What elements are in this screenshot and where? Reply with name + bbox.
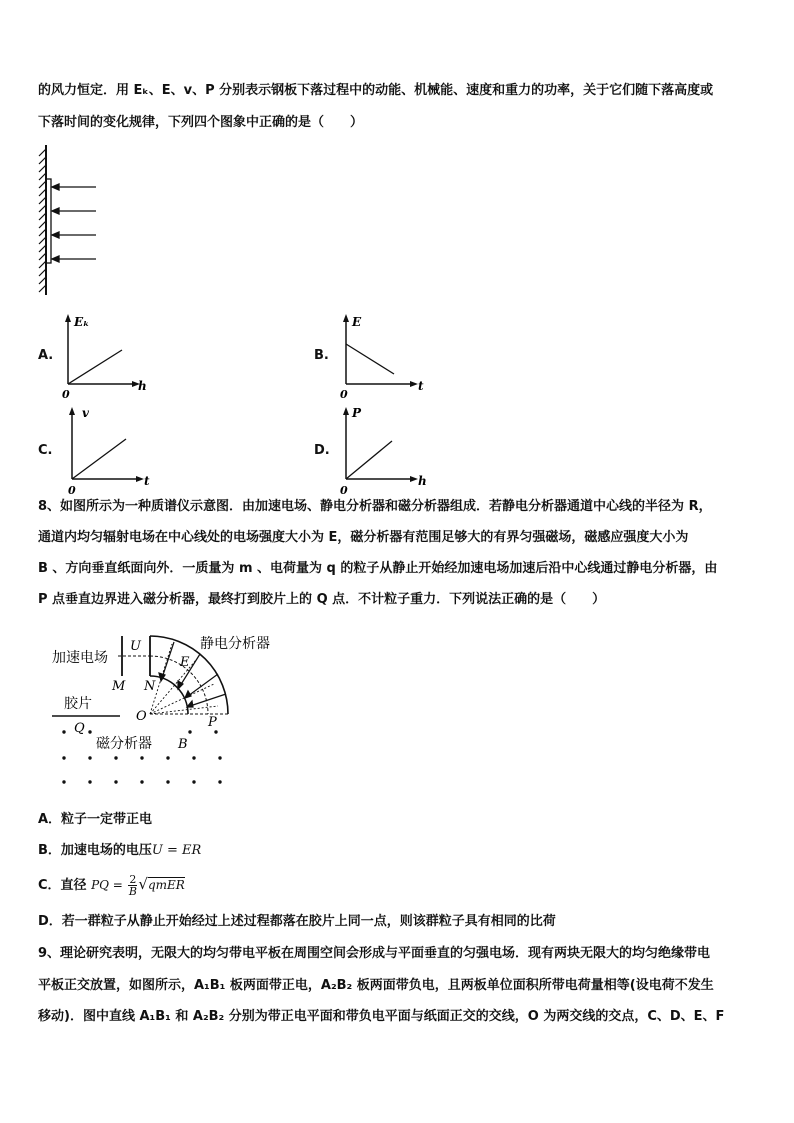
q7-option-b-label: B.: [314, 348, 329, 363]
q7-option-c-label: C.: [38, 443, 53, 458]
q7-graph-a: [60, 312, 152, 404]
accel-field-label: 加速电场: [52, 650, 108, 666]
label-u: U: [130, 639, 141, 654]
sqrt-icon: √: [138, 875, 148, 893]
label-o: O: [136, 709, 147, 724]
q7-graph-a-origin: 0: [62, 388, 70, 401]
q8-option-c-radicand: qmER: [147, 878, 185, 892]
q8-option-b: [38, 842, 768, 860]
steel-plate-wind-figure: [36, 143, 100, 299]
q8-line-4: P 点垂直边界进入磁分析器，最终打到胶片上的 Q 点．不计粒子重力．下列说法正确的是（ ）: [38, 592, 606, 607]
label-q: Q: [74, 721, 85, 736]
q7-graph-d: [338, 405, 430, 497]
q8-option-d: D．若一群粒子从静止开始经过上述过程都落在胶片上同一点，则该群粒子具有相同的比荷: [38, 914, 556, 929]
label-n: N: [144, 679, 156, 694]
q8-line-3: B 、方向垂直纸面向外．一质量为 m 、电荷量为 q 的粒子从静止开始经加速电场加速后沿中心线通过静电分析器，由: [38, 561, 718, 576]
q7-graph-c-origin: 0: [68, 484, 76, 497]
q8-option-c-fraction: [128, 874, 137, 897]
q8-option-c-text: C．直径: [38, 878, 87, 893]
electro-analyzer-label: 静电分析器: [200, 636, 270, 652]
q8-line-1: 8、如图所示为一种质谱仪示意图．由加速电场、静电分析器和磁分析器组成．若静电分析器通道中心线的半径为 R，: [38, 499, 712, 514]
q8-option-c-numerator: 2: [129, 873, 137, 886]
q7-option-d-label: D.: [314, 443, 330, 458]
label-m: M: [112, 679, 126, 694]
q7-graph-b-origin: 0: [340, 388, 348, 401]
label-e: E: [180, 655, 190, 670]
q8-line-2: 通道内均匀辐射电场在中心线处的电场强度大小为 E，磁分析器有范围足够大的有界匀强磁场，磁感应强度大小为: [38, 530, 689, 545]
q7-graph-a-y-label: Eₖ: [74, 315, 90, 329]
q7-option-a-label: A.: [38, 348, 54, 363]
q9-line-1: 9、理论研究表明，无限大的均匀带电平板在周围空间会形成与平面垂直的匀强电场．现有两块无限大的均匀绝缘带电: [38, 946, 711, 961]
q8-option-a: A．粒子一定带正电: [38, 812, 153, 827]
q9-line-3: 移动)．图中直线 A₁B₁ 和 A₂B₂ 分别为带正电平面和带负电平面与纸面正交的交线，O 为两交线的交点，C、D、E、F: [38, 1009, 725, 1024]
q7-line-1: 的风力恒定．用 Eₖ、E、v、P 分别表示钢板下落过程中的动能、机械能、速度和重力的功率，关于它们随下落高度或: [38, 83, 714, 98]
q8-option-c-denominator: B: [128, 885, 137, 898]
q7-graph-b-x-label: t: [418, 379, 424, 393]
q8-option-c-lhs: PQ =: [91, 878, 123, 892]
q8-option-b-formula: U = ER: [151, 843, 202, 858]
film-label: 胶片: [64, 696, 92, 712]
q8-option-b-text: B．加速电场的电压: [38, 843, 152, 858]
q7-graph-c-y-label: v: [82, 406, 89, 420]
q9-line-2: 平板正交放置，如图所示，A₁B₁ 板两面带正电，A₂B₂ 板两面带负电，且两板单位面积所带电荷量相等(设电荷不发生: [38, 978, 714, 993]
label-p: P: [208, 715, 217, 730]
q7-graph-c: [64, 405, 156, 497]
q7-graph-d-origin: 0: [340, 484, 348, 497]
q7-graph-b-y-label: E: [352, 315, 362, 329]
q7-graph-b: [338, 312, 430, 404]
label-b: B: [178, 737, 188, 752]
mass-spectrometer-figure: [50, 628, 290, 794]
q7-graph-a-x-label: h: [138, 379, 147, 393]
q7-graph-d-y-label: P: [352, 406, 362, 420]
q7-graph-d-x-label: h: [418, 474, 427, 488]
q8-option-c: [38, 874, 768, 900]
q7-graph-c-x-label: t: [144, 474, 150, 488]
q7-line-2: 下落时间的变化规律，下列四个图象中正确的是（ ）: [38, 115, 364, 130]
magnetic-analyzer-label: 磁分析器: [96, 736, 152, 752]
